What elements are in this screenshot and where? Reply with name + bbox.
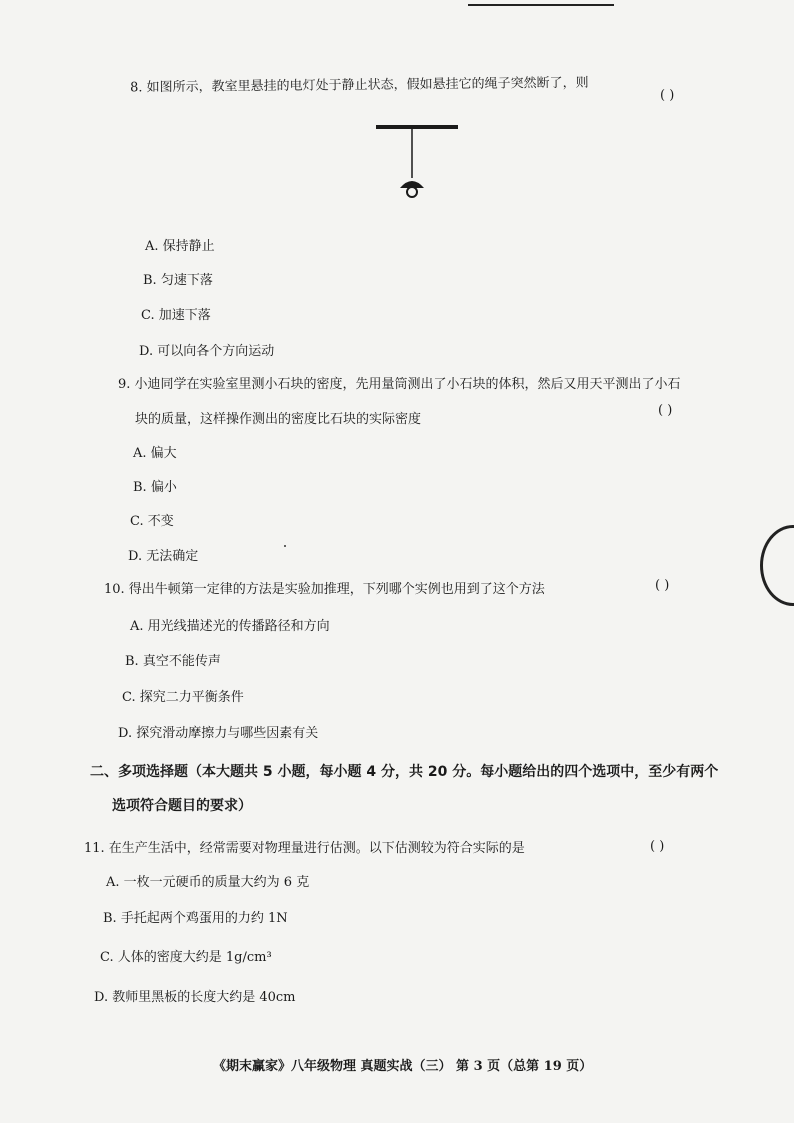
q10-option-c: C. 探究二力平衡条件	[122, 690, 244, 705]
q11-option-a: A. 一枚一元硬币的质量大约为 6 克	[106, 875, 310, 890]
stray-dot	[284, 545, 286, 547]
q10-option-d: D. 探究滑动摩擦力与哪些因素有关	[118, 726, 319, 741]
q11-answer-paren: ( )	[650, 839, 665, 854]
q11-option-d: D. 教师里黑板的长度大约是 40cm	[94, 990, 296, 1005]
q9-option-a: A. 偏大	[133, 446, 177, 461]
q9-option-b: B. 偏小	[133, 480, 177, 495]
q9-stem-line1: 9. 小迪同学在实验室里测小石块的密度，先用量筒测出了小石块的体积，然后又用天平测出了小石	[118, 377, 681, 392]
q10-stem: 10. 得出牛顿第一定律的方法是实验加推理，下列哪个实例也用到了这个方法	[104, 582, 545, 597]
q11-option-c: C. 人体的密度大约是 1g/cm³	[100, 950, 272, 965]
q8-option-a: A. 保持静止	[145, 239, 215, 254]
page-footer: 《期末赢家》八年级物理 真题实战（三） 第 3 页（总第 19 页）	[213, 1059, 593, 1074]
q10-option-b: B. 真空不能传声	[125, 654, 221, 669]
q10-answer-paren: ( )	[655, 578, 670, 593]
q8-option-c: C. 加速下落	[141, 308, 211, 323]
section2-heading-line1: 二、多项选择题（本大题共 5 小题，每小题 4 分，共 20 分。每小题给出的四个选项中，至少有两个	[90, 764, 719, 780]
binding-edge-mark	[760, 525, 794, 606]
q11-stem: 11. 在生产生活中，经常需要对物理量进行估测。以下估测较为符合实际的是	[84, 841, 525, 856]
q11-option-b: B. 手托起两个鸡蛋用的力约 1N	[103, 911, 288, 926]
top-edge-rule	[468, 4, 614, 6]
q9-answer-paren: ( )	[658, 403, 673, 418]
q10-option-a: A. 用光线描述光的传播路径和方向	[130, 619, 330, 634]
lamp-bulb	[407, 187, 417, 197]
ceiling-bar	[376, 125, 458, 129]
q8-stem: 8. 如图所示，教室里悬挂的电灯处于静止状态，假如悬挂它的绳子突然断了，则	[129, 75, 589, 96]
q9-option-c: C. 不变	[130, 514, 174, 529]
q8-option-d: D. 可以向各个方向运动	[139, 344, 275, 359]
hanging-lamp-figure	[370, 120, 465, 200]
section2-heading-line2: 选项符合题目的要求）	[112, 798, 252, 814]
q9-stem-line2: 块的质量，这样操作测出的密度比石块的实际密度	[135, 412, 422, 427]
q8-option-b: B. 匀速下落	[143, 273, 213, 288]
q9-option-d: D. 无法确定	[128, 549, 199, 564]
q8-answer-paren: ( )	[660, 88, 675, 103]
